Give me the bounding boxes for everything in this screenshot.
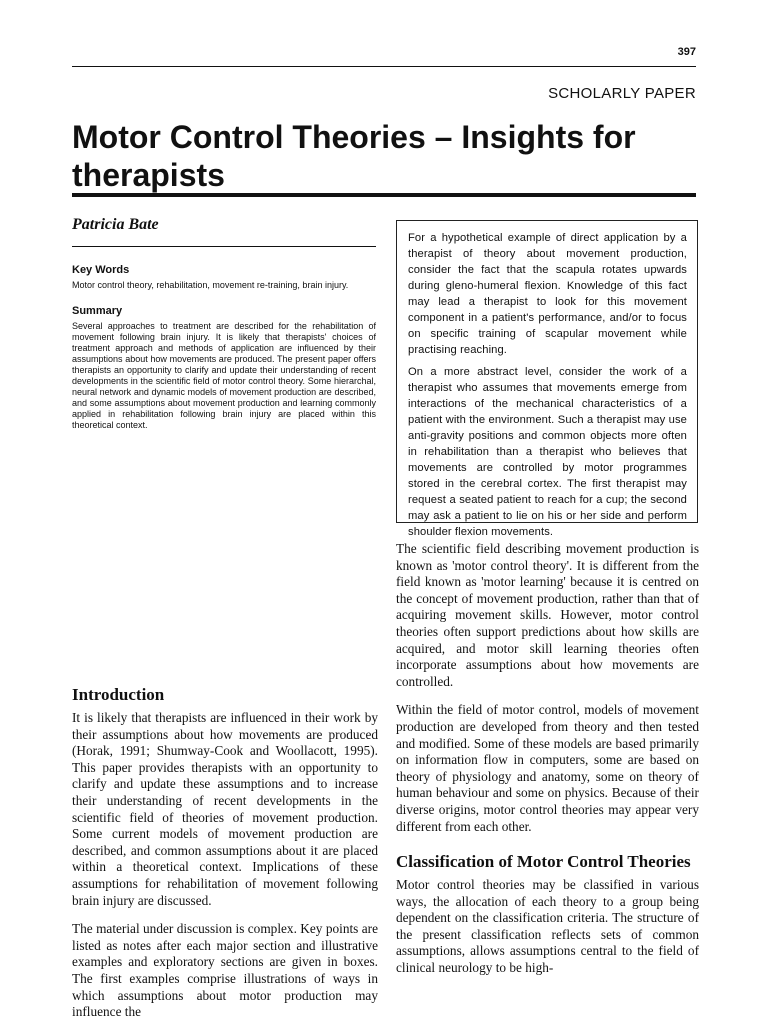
example-box	[396, 220, 698, 538]
classification-heading: Classification of Motor Control Theories	[396, 852, 691, 872]
author-name: Patricia Bate	[72, 216, 159, 233]
key-words-text: Motor control theory, rehabilitation, movement re-training, brain injury.	[72, 280, 349, 290]
box-paragraph-1: For a hypothetical example of direct application by a therapist of theory about movement production, consider the fact that the scapula rotates upwards during gleno-humeral flexion. Knowledge of this fact may lead a therapist to look for this movement component in a patient's performance, and/or to focus on specific training of scapular movement while practising reaching.	[408, 232, 687, 356]
page-number: 397	[677, 46, 696, 58]
right-paragraph-2: Within the field of motor control, models of movement production are developed from theory and then tested and modified. Some of these models are based primarily on information flow in computers, some are based on theory of physiology and anatomy, some on theory of human behaviour and some on physics. Because of their diverse origins, motor control theories may appear very different from each other.	[396, 702, 699, 834]
intro-paragraph-2: The material under discussion is complex. Key points are listed as notes after each major section and illustrative examples and exploratory sections are given in boxes. The first examples comprise illustrations of ways in which assumptions about motor production may influence the	[72, 921, 378, 1020]
title-rule	[72, 193, 696, 197]
section-label: SCHOLARLY PAPER	[548, 85, 696, 102]
left-column	[72, 686, 378, 1033]
article-title: Motor Control Theories – Insights for therapists	[72, 119, 636, 193]
introduction-heading: Introduction	[72, 685, 165, 704]
summary-heading: Summary	[72, 305, 123, 317]
intro-paragraph-1: It is likely that therapists are influenced in their work by their assumptions about how movements are produced (Horak, 1991; Shumway-Cook and Woollacott, 1995). This paper provides therapists with an opportunity to clarify and update these assumptions and to increase their understanding of recent developments in the scientific field of theories of movement production. Some current models of movement production are described, and common assumptions about it are placed within a theoretical context. Implications of these assumptions for rehabilitation of movement following brain injury are discussed.	[72, 710, 378, 908]
right-paragraph-3: Motor control theories may be classified in various ways, the allocation of each theory to a group being dependent on the classification criteria. The structure of the present classification reflects sets of common assumptions, allows assumptions central to the field of clinical neurology to be high-	[396, 877, 699, 976]
box-paragraph-2: On a more abstract level, consider the work of a therapist who assumes that movements emerge from interactions of the mechanical characteristics of a patient with the environment. Such a therapist may use anti-gravity positions and common objects more often in rehabilitation than a therapist who believes that movements are controlled by motor programmes stored in the cerebral cortex. The first therapist may request a seated patient to reach for a cup; the second may ask a patient to lie on his or her side and perform shoulder flexion movements.	[408, 366, 687, 538]
header-rule	[72, 66, 696, 67]
right-paragraph-1: The scientific field describing movement production is known as 'motor control theory'. It is different from the field known as 'motor learning' because it is centred on the concept of movement production, rather than that of acquiring movement skills. However, motor control theories often support predictions about how skills are acquired, and motor skill learning theories often incorporate assumptions about how movements are controlled.	[396, 541, 699, 689]
author-rule	[72, 246, 376, 247]
right-column	[396, 541, 699, 989]
abstract-block	[72, 264, 376, 431]
summary-text: Several approaches to treatment are described for the rehabilitation of movement following brain injury. It is likely that therapists' choices of treatment approach and methods of application are influenced by their assumptions about how movements are produced. The present paper offers therapists an opportunity to clarify and update their understanding of recent developments in the scientific field of motor control theory. Some hierarchal, neural network and dynamic models of movement production are described, and some assumptions about movement production and learning commonly applied in rehabilitation following brain injury are placed within this theoretical context.	[72, 321, 376, 430]
key-words-heading: Key Words	[72, 264, 130, 276]
